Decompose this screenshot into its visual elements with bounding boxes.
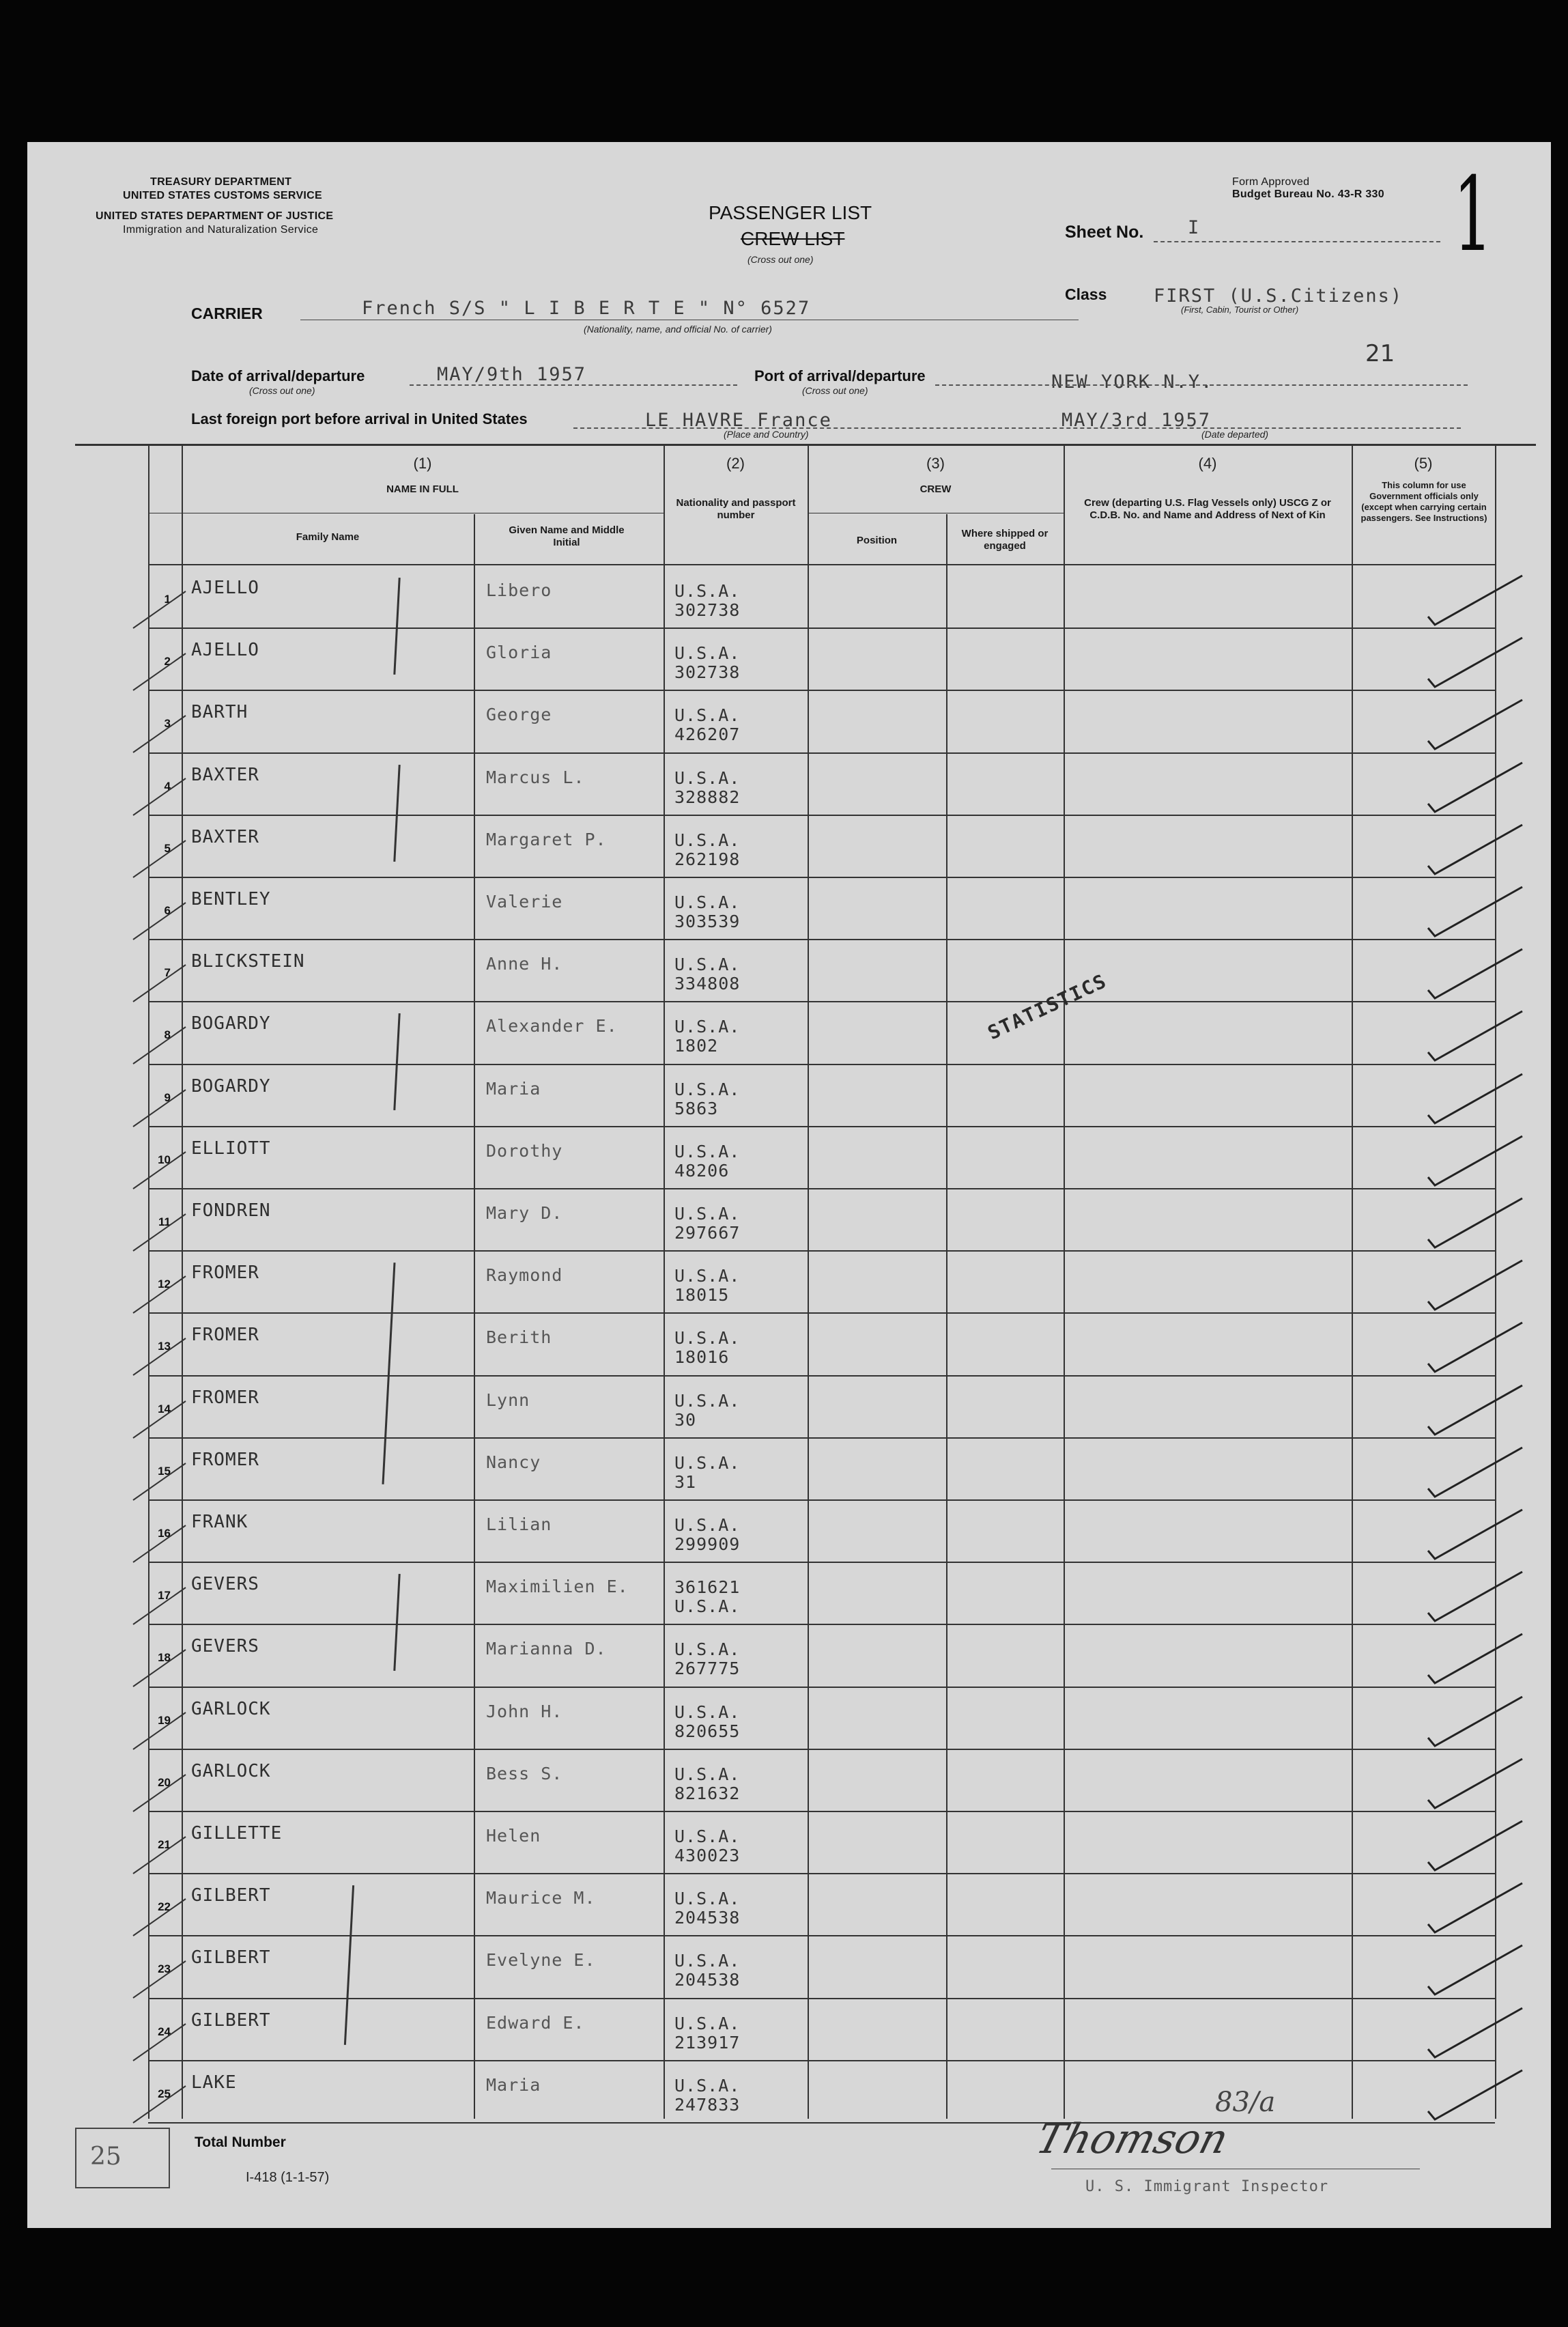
nationality: U.S.A.	[674, 1141, 741, 1161]
row-number: 5	[164, 841, 171, 855]
passport-number: 430023	[674, 1846, 741, 1865]
total-box	[75, 2128, 170, 2188]
check-mark	[1420, 818, 1556, 879]
passport-number: 262198	[674, 849, 741, 869]
budget-bureau: Budget Bureau No. 43-R 330	[1232, 188, 1384, 200]
passenger-list-sheet	[27, 142, 1551, 2228]
nationality: U.S.A.	[674, 1079, 741, 1099]
nationality: U.S.A.	[674, 2075, 741, 2096]
check-mark	[1420, 2001, 1556, 2063]
carrier-label: CARRIER	[191, 305, 263, 322]
date-departed-note: (Date departed)	[1201, 429, 1269, 440]
family-bracket-line	[393, 578, 400, 675]
check-mark	[1420, 693, 1556, 754]
family-name: BOGARDY	[191, 1075, 271, 1097]
row-number: 21	[158, 1838, 171, 1851]
family-name: GARLOCK	[191, 1698, 271, 1719]
family-name: FROMER	[191, 1449, 259, 1470]
check-mark	[1420, 1814, 1556, 1876]
row-tick-mark	[130, 1146, 191, 1194]
nationality: U.S.A.	[674, 643, 741, 664]
family-name: GILBERT	[191, 1885, 271, 1906]
family-name: FROMER	[191, 1387, 259, 1408]
row-number: 19	[158, 1713, 171, 1727]
family-bracket-line	[393, 765, 400, 862]
passport-number: 299909	[674, 1534, 741, 1554]
passport-number: 204538	[674, 1908, 741, 1928]
family-name: GARLOCK	[191, 1760, 271, 1781]
row-tick-mark	[130, 1582, 191, 1630]
family-name: LAKE	[191, 2072, 237, 2093]
title-passenger-list: PASSENGER LIST	[709, 202, 872, 223]
row-number: 11	[158, 1215, 171, 1228]
class-value: FIRST (U.S.Citizens)	[1154, 285, 1403, 307]
given-name: Evelyne E.	[486, 1950, 596, 1971]
nationality: U.S.A.	[674, 1639, 741, 1660]
check-mark	[1420, 2063, 1556, 2125]
inspector-label: U. S. Immigrant Inspector	[1085, 2178, 1329, 2195]
nationality: U.S.A.	[674, 892, 741, 912]
passport-number: 247833	[674, 2094, 741, 2115]
nationality: U.S.A.	[674, 2013, 741, 2033]
passport-number: 821632	[674, 1783, 741, 1803]
row-number: 3	[164, 717, 171, 731]
row-number: 17	[158, 1589, 171, 1603]
check-mark	[1420, 1876, 1556, 1938]
row-tick-mark	[130, 1458, 191, 1506]
row-tick-mark	[130, 2081, 191, 2128]
check-mark	[1420, 1067, 1556, 1129]
given-name: Valerie	[486, 892, 563, 912]
family-bracket-line	[393, 1013, 400, 1110]
nationality: U.S.A.	[674, 1827, 741, 1846]
given-name: Maria	[486, 1078, 541, 1099]
nationality: U.S.A.	[674, 1764, 741, 1784]
given-name: Lynn	[486, 1390, 530, 1410]
passport-number: 426207	[674, 724, 741, 745]
nationality: U.S.A.	[674, 1204, 741, 1224]
row-tick-mark	[130, 1707, 191, 1755]
nationality: U.S.A.	[674, 1328, 741, 1349]
class-note: (First, Cabin, Tourist or Other)	[1181, 305, 1299, 315]
row-number: 8	[164, 1028, 171, 1042]
given-name: John H.	[486, 1701, 563, 1721]
row-tick-mark	[130, 1831, 191, 1879]
row-tick-mark	[130, 897, 191, 945]
given-name: Marianna D.	[486, 1639, 607, 1659]
title-note: (Cross out one)	[747, 254, 814, 265]
family-name: BOGARDY	[191, 1013, 271, 1034]
nationality: U.S.A.	[674, 1702, 741, 1722]
col3-number: (3)	[926, 455, 945, 472]
family-name: GEVERS	[191, 1636, 259, 1657]
row-tick-mark	[130, 586, 191, 634]
nationality: U.S.A.	[674, 1951, 741, 1971]
family-name-header: Family Name	[296, 531, 360, 543]
check-mark	[1420, 1254, 1556, 1315]
given-name: Alexander E.	[486, 1016, 618, 1036]
row-tick-mark	[130, 1644, 191, 1692]
date-label: Date of arrival/departure	[191, 367, 365, 384]
check-mark	[1420, 756, 1556, 817]
passport-number: 5863	[674, 1098, 719, 1118]
row-number: 4	[164, 779, 171, 793]
handwritten-number: 21	[1365, 340, 1395, 367]
crew-header: CREW	[920, 483, 952, 495]
family-name: BARTH	[191, 702, 248, 723]
given-name: Raymond	[486, 1265, 563, 1286]
title-crew-list: CREW LIST	[741, 228, 845, 249]
row-tick-mark	[130, 1333, 191, 1381]
col1-title: NAME IN FULL	[386, 483, 459, 495]
given-name: Bess S.	[486, 1763, 563, 1783]
row-number: 1	[164, 593, 171, 606]
agency-line-4: Immigration and Naturalization Service	[123, 224, 319, 236]
passport-number: 820655	[674, 1721, 741, 1741]
passport-number: 302738	[674, 662, 741, 683]
row-number: 2	[164, 655, 171, 668]
family-bracket-line	[393, 1574, 400, 1671]
row-tick-mark	[130, 710, 191, 758]
passport-number: 297667	[674, 1223, 741, 1243]
shipped-header: Where shipped or engaged	[961, 528, 1049, 552]
nationality: U.S.A.	[674, 767, 741, 788]
check-mark	[1420, 880, 1556, 942]
port-value: NEW YORK N.Y.	[1051, 371, 1214, 393]
check-mark	[1420, 1752, 1556, 1814]
agency-line-1: TREASURY DEPARTMENT	[150, 176, 292, 188]
row-number: 24	[158, 2025, 171, 2038]
nationality: U.S.A.	[674, 1017, 741, 1037]
statistics-stamp: STATISTICS	[984, 969, 1111, 1045]
row-tick-mark	[130, 773, 191, 821]
family-name: GILBERT	[191, 2009, 271, 2031]
family-name: FONDREN	[191, 1200, 271, 1221]
row-number: 9	[164, 1090, 171, 1104]
row-number: 6	[164, 904, 171, 917]
family-name: BAXTER	[191, 826, 259, 847]
col4-number: (4)	[1198, 455, 1217, 472]
given-name: Maximilien E.	[486, 1577, 629, 1597]
gov-use-header: This column for use Government officials only (except when carrying certain passengers. See Instructions)	[1360, 480, 1487, 523]
check-mark	[1420, 1441, 1556, 1502]
class-label: Class	[1065, 285, 1107, 303]
nationality: U.S.A.	[674, 1390, 741, 1411]
family-bracket-line	[344, 1885, 354, 2044]
date-departed-value: MAY/3rd 1957	[1061, 410, 1212, 431]
family-name: GILLETTE	[191, 1823, 283, 1844]
row-tick-mark	[130, 835, 191, 883]
nationality: U.S.A.	[674, 705, 741, 726]
last-port-value: LE HAVRE France	[645, 410, 832, 431]
given-name: Anne H.	[486, 954, 563, 974]
check-mark	[1420, 942, 1556, 1004]
given-name: Dorothy	[486, 1140, 563, 1161]
row-number: 22	[158, 1900, 171, 1914]
row-number: 15	[158, 1464, 171, 1478]
check-mark	[1420, 1565, 1556, 1626]
row-tick-mark	[130, 1021, 191, 1069]
passport-number: 267775	[674, 1659, 741, 1679]
crew-departing-header: Crew (departing U.S. Flag Vessels only) USCG Z or C.D.B. No. and Name and Address of Next of Kin	[1084, 497, 1331, 521]
given-name: Gloria	[486, 643, 552, 663]
nationality-header: Nationality and passport number	[676, 497, 796, 521]
given-name: Lilian	[486, 1514, 552, 1534]
row-tick-mark	[130, 1084, 191, 1132]
check-mark	[1420, 1191, 1556, 1253]
port-note: (Cross out one)	[802, 385, 868, 396]
row-number: 18	[158, 1651, 171, 1665]
nationality: U.S.A.	[674, 1889, 741, 1909]
nationality: U.S.A.	[674, 830, 741, 850]
family-name: GEVERS	[191, 1574, 259, 1595]
form-number: I-418 (1-1-57)	[246, 2170, 330, 2185]
nationality: U.S.A.	[674, 581, 741, 601]
check-mark	[1420, 1379, 1556, 1440]
row-tick-mark	[130, 1769, 191, 1817]
passport-number: 1802	[674, 1036, 719, 1056]
col2-number: (2)	[726, 455, 745, 472]
passport-number: 18015	[674, 1285, 730, 1306]
family-name: BAXTER	[191, 764, 259, 785]
check-mark	[1420, 1503, 1556, 1564]
inspector-signature: Thomson	[1031, 2115, 1234, 2163]
form-approved: Form Approved	[1232, 176, 1310, 188]
total-label: Total Number	[195, 2134, 286, 2150]
family-name: AJELLO	[191, 640, 259, 661]
given-name: Nancy	[486, 1452, 541, 1472]
passport-number: 213917	[674, 2032, 741, 2053]
row-tick-mark	[130, 648, 191, 696]
passport-number: 303539	[674, 912, 741, 931]
col5-number: (5)	[1414, 455, 1433, 472]
row-tick-mark	[130, 2018, 191, 2066]
row-number: 7	[164, 966, 171, 980]
row-tick-mark	[130, 1209, 191, 1256]
given-name: Helen	[486, 1826, 541, 1846]
row-tick-mark	[130, 1893, 191, 1941]
passport-number: 328882	[674, 787, 741, 807]
family-name: FROMER	[191, 1325, 259, 1346]
given-name: Edward E.	[486, 2012, 585, 2033]
given-name: Libero	[486, 580, 552, 600]
agency-line-2: UNITED STATES CUSTOMS SERVICE	[123, 190, 322, 201]
position-header: Position	[856, 535, 898, 546]
row-number: 10	[158, 1153, 171, 1166]
nationality: U.S.A.	[674, 1266, 741, 1286]
given-name: Mary D.	[486, 1203, 563, 1223]
check-mark	[1420, 1316, 1556, 1377]
row-number: 25	[158, 2087, 171, 2100]
given-name: Berith	[486, 1327, 552, 1348]
carrier-note: (Nationality, name, and official No. of carrier)	[584, 324, 772, 335]
check-mark	[1420, 1004, 1556, 1066]
given-name: Marcus L.	[486, 767, 585, 787]
check-mark	[1420, 569, 1556, 630]
row-number: 12	[158, 1278, 171, 1291]
passport-number: 204538	[674, 1970, 741, 1990]
port-label: Port of arrival/departure	[754, 367, 926, 384]
family-name: ELLIOTT	[191, 1138, 271, 1159]
big-sheet-number: 1	[1453, 156, 1493, 274]
family-name: FRANK	[191, 1512, 248, 1532]
family-name: AJELLO	[191, 578, 259, 598]
family-bracket-line	[382, 1263, 396, 1484]
passport-number: 334808	[674, 974, 741, 994]
carrier-value: French S/S " L I B E R T E " N° 6527	[362, 298, 811, 319]
check-mark	[1420, 1129, 1556, 1191]
agency-line-3: UNITED STATES DEPARTMENT OF JUSTICE	[96, 210, 334, 222]
row-number: 14	[158, 1402, 171, 1415]
row-number: 13	[158, 1340, 171, 1353]
signature-note: 83/a	[1215, 2087, 1276, 2118]
col1-number: (1)	[413, 455, 432, 472]
check-mark	[1420, 631, 1556, 692]
row-tick-mark	[130, 1520, 191, 1568]
check-mark	[1420, 1938, 1556, 2000]
row-tick-mark	[130, 1956, 191, 2003]
row-number: 16	[158, 1527, 171, 1540]
check-mark	[1420, 1627, 1556, 1689]
total-value: 25	[90, 2143, 122, 2171]
given-name-header: Given Name and Middle Initial	[509, 524, 625, 548]
nationality: 361621	[674, 1577, 741, 1598]
nationality: U.S.A.	[674, 1515, 741, 1535]
date-value: MAY/9th 1957	[437, 364, 587, 385]
sheet-label: Sheet No.	[1065, 223, 1144, 242]
date-note: (Cross out one)	[249, 385, 315, 396]
row-tick-mark	[130, 959, 191, 1007]
row-tick-mark	[130, 1396, 191, 1443]
passport-number: 18016	[674, 1347, 730, 1368]
passport-number: 31	[674, 1471, 697, 1492]
passport-number: U.S.A.	[674, 1596, 741, 1617]
family-name: FROMER	[191, 1263, 259, 1284]
family-name: BLICKSTEIN	[191, 951, 305, 972]
nationality: U.S.A.	[674, 955, 741, 975]
last-port-note: (Place and Country)	[724, 429, 809, 440]
last-port-label: Last foreign port before arrival in United States	[191, 410, 528, 427]
passport-number: 48206	[674, 1160, 730, 1181]
given-name: Margaret P.	[486, 829, 607, 849]
family-name: BENTLEY	[191, 889, 271, 909]
row-number: 20	[158, 1775, 171, 1789]
row-tick-mark	[130, 1271, 191, 1318]
passport-number: 30	[674, 1409, 697, 1430]
row-number: 23	[158, 1962, 171, 1976]
family-name: GILBERT	[191, 1947, 271, 1969]
given-name: Maria	[486, 2074, 541, 2095]
sheet-value: I	[1188, 217, 1201, 238]
check-mark	[1420, 1690, 1556, 1751]
passport-number: 302738	[674, 600, 741, 620]
given-name: George	[486, 705, 552, 725]
nationality: U.S.A.	[674, 1452, 741, 1473]
given-name: Maurice M.	[486, 1888, 596, 1908]
